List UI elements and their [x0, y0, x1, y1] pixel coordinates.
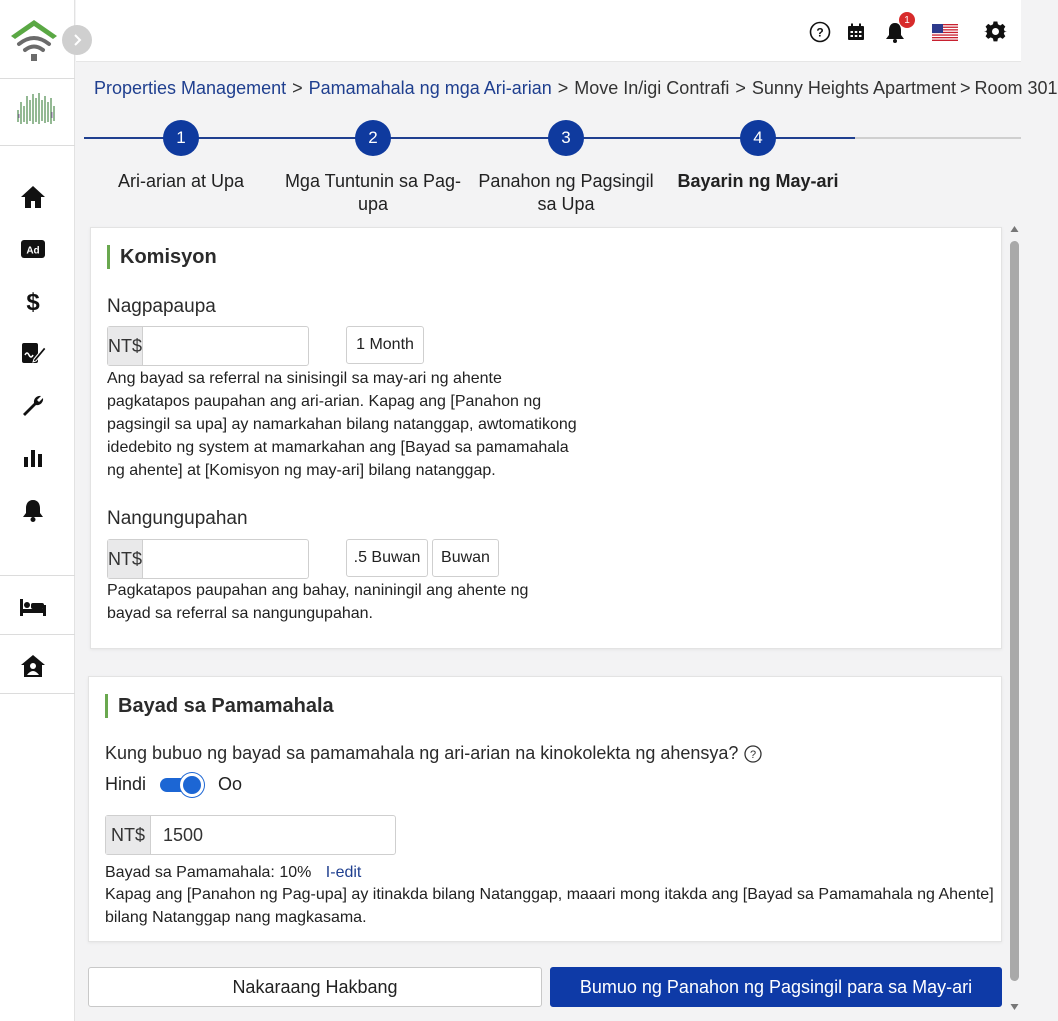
breadcrumb-item-room: Room 301 [974, 78, 1058, 98]
management-fee-toggle[interactable] [160, 773, 204, 795]
bed-icon[interactable] [18, 592, 48, 622]
svg-text:Ad: Ad [26, 245, 40, 257]
step-1-circle[interactable]: 1 [163, 120, 199, 156]
wifi-house-logo[interactable] [8, 14, 60, 64]
house-user-icon[interactable] [18, 651, 48, 681]
breadcrumb-separator: > [735, 78, 746, 98]
help-icon[interactable] [744, 745, 762, 763]
home-icon[interactable] [18, 182, 48, 212]
management-fee-note: Kapag ang [Panahon ng Pag-upa] ay itinakda bilang Natanggap, maaari mong itakda ang [Bayad sa Pamamahala ng Ahente] bilang Natanggap nang magkasama. [105, 886, 994, 926]
tenant-label: Nangungupahan [107, 508, 248, 529]
landlord-help-text: Ang bayad sa referral na sinisingil sa may-ari ng ahente pagkatapos paupahan ang ari-arian. Kapag ang [Panahon ng pagsingil sa upa] ay namarkahan bilang natanggap, awtomatikong idedebito ng system at mamarkahan ang [Bayad sa pamamahala ng ahente] at [Komisyon ng may-ari] bilang natanggap. [107, 370, 577, 479]
management-fee-rate-text: Bayad sa Pamamahala: 10% [105, 864, 312, 881]
breadcrumb-item-apartment: Sunny Heights Apartment [751, 78, 956, 98]
breadcrumb-separator: > [557, 78, 569, 98]
contract-edit-icon[interactable] [18, 338, 48, 368]
landlord-chip-1-month[interactable]: 1 Month [346, 326, 424, 364]
sidebar [0, 0, 75, 1021]
stepper [84, 118, 1021, 228]
step-4-circle[interactable]: 4 [740, 120, 776, 156]
landlord-label: Nagpapaupa [107, 296, 216, 317]
scroll-down-arrow-icon[interactable] [1010, 1003, 1019, 1011]
step-3-circle[interactable]: 3 [548, 120, 584, 156]
currency-prefix: NT$ [106, 816, 151, 854]
sidebar-divider [0, 575, 75, 576]
previous-step-button[interactable]: Nakaraang Hakbang [88, 967, 542, 1007]
management-fee-input[interactable] [151, 816, 395, 854]
management-fee-input-group [105, 815, 396, 855]
ad-icon[interactable] [18, 234, 48, 264]
toggle-knob [180, 773, 204, 797]
management-fee-card [88, 676, 1002, 942]
notification-badge: 1 [899, 12, 915, 28]
notification-bell-icon[interactable] [883, 14, 910, 44]
sidebar-divider [0, 634, 75, 635]
scroll-up-arrow-icon[interactable] [1010, 225, 1019, 233]
svg-text:?: ? [750, 748, 757, 761]
stepper-remaining-line [855, 137, 1021, 139]
management-fee-rate-line [105, 861, 361, 884]
gear-icon[interactable] [984, 20, 1008, 44]
calendar-icon[interactable] [844, 20, 868, 44]
management-fee-question-text: Kung bubuo ng bayad sa pamamahala ng ari-arian na kinokolekta ng ahensya? [105, 743, 739, 763]
wrench-icon[interactable] [18, 391, 48, 421]
step-4-label: Bayarin ng May-ari [677, 171, 839, 191]
edit-link[interactable]: I-edit [325, 864, 362, 881]
dollar-icon[interactable] [18, 286, 48, 316]
breadcrumb-separator: > [959, 78, 971, 98]
management-fee-toggle-row [105, 773, 242, 795]
landlord-commission-input-group [107, 326, 309, 366]
sidebar-divider [0, 145, 75, 146]
tenant-chip-half-month[interactable]: .5 Buwan [346, 539, 428, 577]
tenant-chip-month[interactable]: Buwan [432, 539, 499, 577]
komisyon-card [90, 227, 1002, 649]
breadcrumb-item-move-in: Move In/igi Contrafi [574, 78, 730, 98]
breadcrumb-item-pamamahala[interactable]: Pamamahala ng mga Ari-arian [308, 78, 552, 98]
sidebar-divider [0, 693, 75, 694]
us-flag-icon[interactable] [931, 20, 959, 44]
chevron-right-icon[interactable] [62, 25, 92, 55]
brand-image [14, 88, 58, 128]
bell-icon[interactable] [18, 495, 48, 525]
step-2-circle[interactable]: 2 [355, 120, 391, 156]
currency-prefix: NT$ [108, 540, 143, 578]
step-1-label: Ari-arian at Upa [117, 171, 245, 191]
generate-billing-period-button[interactable]: Bumuo ng Panahon ng Pagsingil para sa May-ari [550, 967, 1002, 1007]
sidebar-divider [0, 78, 75, 79]
toggle-on-label: Oo [218, 773, 243, 794]
svg-text:$: $ [26, 289, 40, 316]
scrollbar[interactable] [1008, 225, 1021, 1015]
toggle-off-label: Hindi [105, 773, 147, 794]
tenant-help-text: Pagkatapos paupahan ang bahay, naniningil ang ahente ng bayad sa referral sa nangungupahan. [107, 582, 529, 622]
breadcrumb [94, 78, 1058, 99]
bar-chart-icon[interactable] [18, 443, 48, 473]
management-fee-title: Bayad sa Pamamahala [105, 694, 334, 718]
scroll-thumb[interactable] [1010, 241, 1019, 981]
currency-prefix: NT$ [108, 327, 143, 365]
management-fee-question [105, 743, 762, 764]
help-icon[interactable] [808, 20, 832, 44]
step-3-label: Panahon ng Pagsingil sa Upa [478, 171, 654, 214]
breadcrumb-separator: > [292, 78, 303, 98]
top-bar [76, 0, 1021, 62]
tenant-commission-input-group [107, 539, 309, 579]
komisyon-title: Komisyon [107, 245, 217, 269]
step-2-label: Mga Tuntunin sa Pag-upa [284, 171, 462, 214]
breadcrumb-item-properties[interactable]: Properties Management [94, 78, 287, 98]
svg-text:?: ? [816, 25, 824, 40]
